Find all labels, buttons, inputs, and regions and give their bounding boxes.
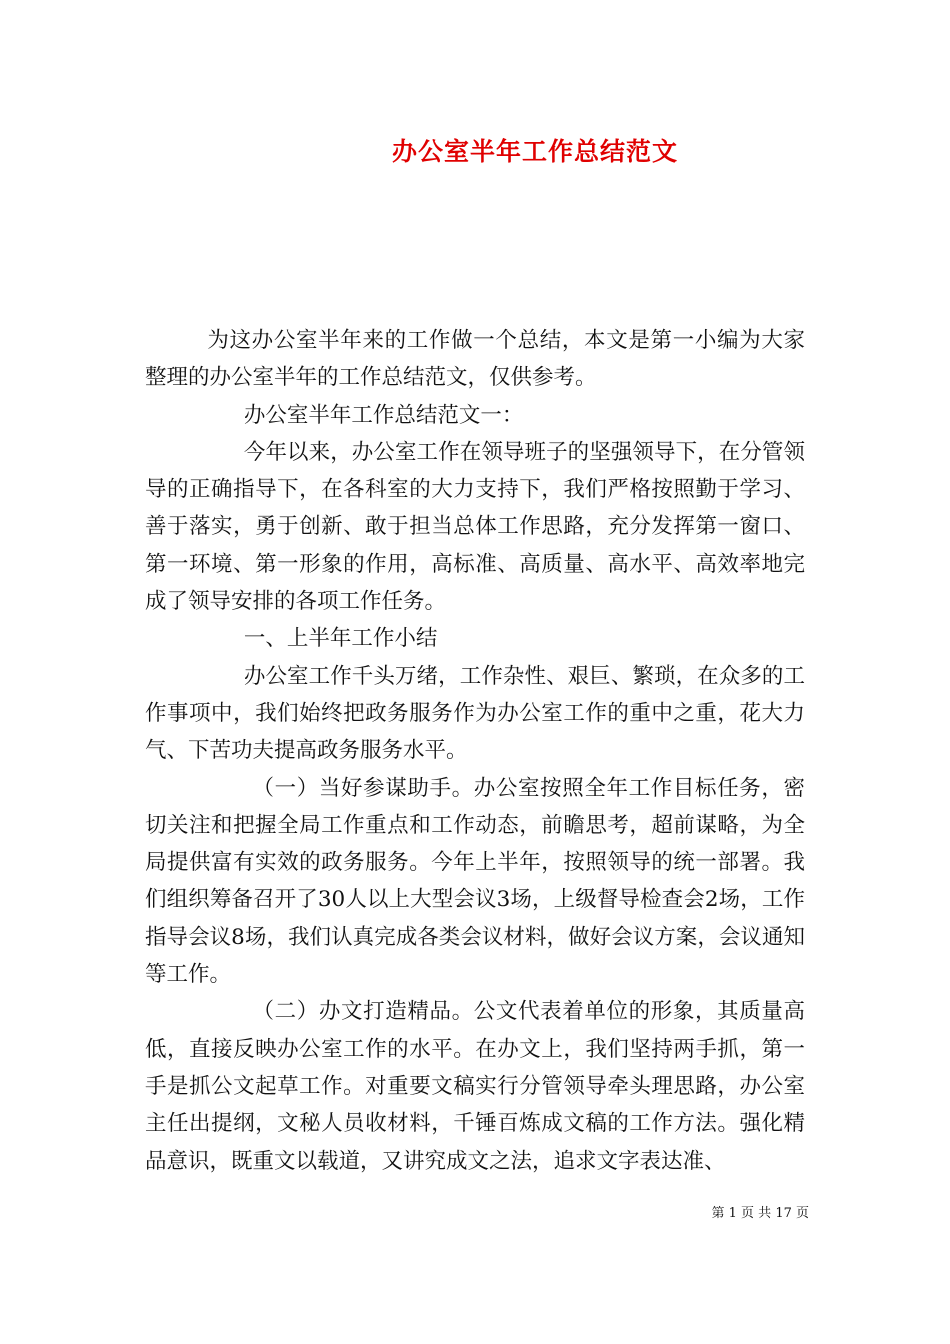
page-number: 第 1 页 共 17 页	[711, 1206, 809, 1221]
body-paragraph: 办公室工作千头万绪，工作杂性、艰巨、繁琐，在众多的工作事项中，我们始终把政务服务作为办公室工作的重中之重，花大力气、下苦功夫提高政务服务水平。	[145, 663, 805, 764]
intro-paragraph: 为这办公室半年来的工作做一个总结，本文是第一小编为大家整理的办公室半年的工作总结范文，仅供参考。	[145, 328, 805, 391]
subsection-heading: 一、上半年工作小结	[243, 626, 438, 652]
body-paragraph: （一）当好参谋助手。办公室按照全年工作目标任务，密切关注和把握全局工作重点和工作动态，前瞻思考，超前谋略，为全局提供富有实效的政务服务。今年上半年，按照领导的统一部署。我们组织筹备召开了30人以上大型会议3场，上级督导检查会2场，工作指导会议8场，我们认真完成各类会议材料，做好会议方案，会议通知等工作。	[145, 775, 805, 988]
body-paragraph: 今年以来，办公室工作在领导班子的坚强领导下，在分管领导的正确指导下，在各科室的大力支持下，我们严格按照勤于学习、善于落实，勇于创新、敢于担当总体工作思路，充分发挥第一窗口、第一环境、第一形象的作用，高标准、高质量、高水平、高效率地完成了领导安排的各项工作任务。	[145, 439, 805, 615]
body-paragraph: （二）办文打造精品。公文代表着单位的形象，其质量高低，直接反映办公室工作的水平。在办文上，我们坚持两手抓，第一手是抓公文起草工作。对重要文稿实行分管领导牵头理思路，办公室主任出提纲，文秘人员收材料，千锤百炼成文稿的工作方法。强化精品意识，既重文以载道，又讲究成文之法，追求文字表达准、	[145, 999, 805, 1174]
document-title: 办公室半年工作总结范文	[391, 137, 678, 166]
section-heading: 办公室半年工作总结范文一：	[243, 402, 524, 428]
document-body	[145, 322, 805, 1180]
